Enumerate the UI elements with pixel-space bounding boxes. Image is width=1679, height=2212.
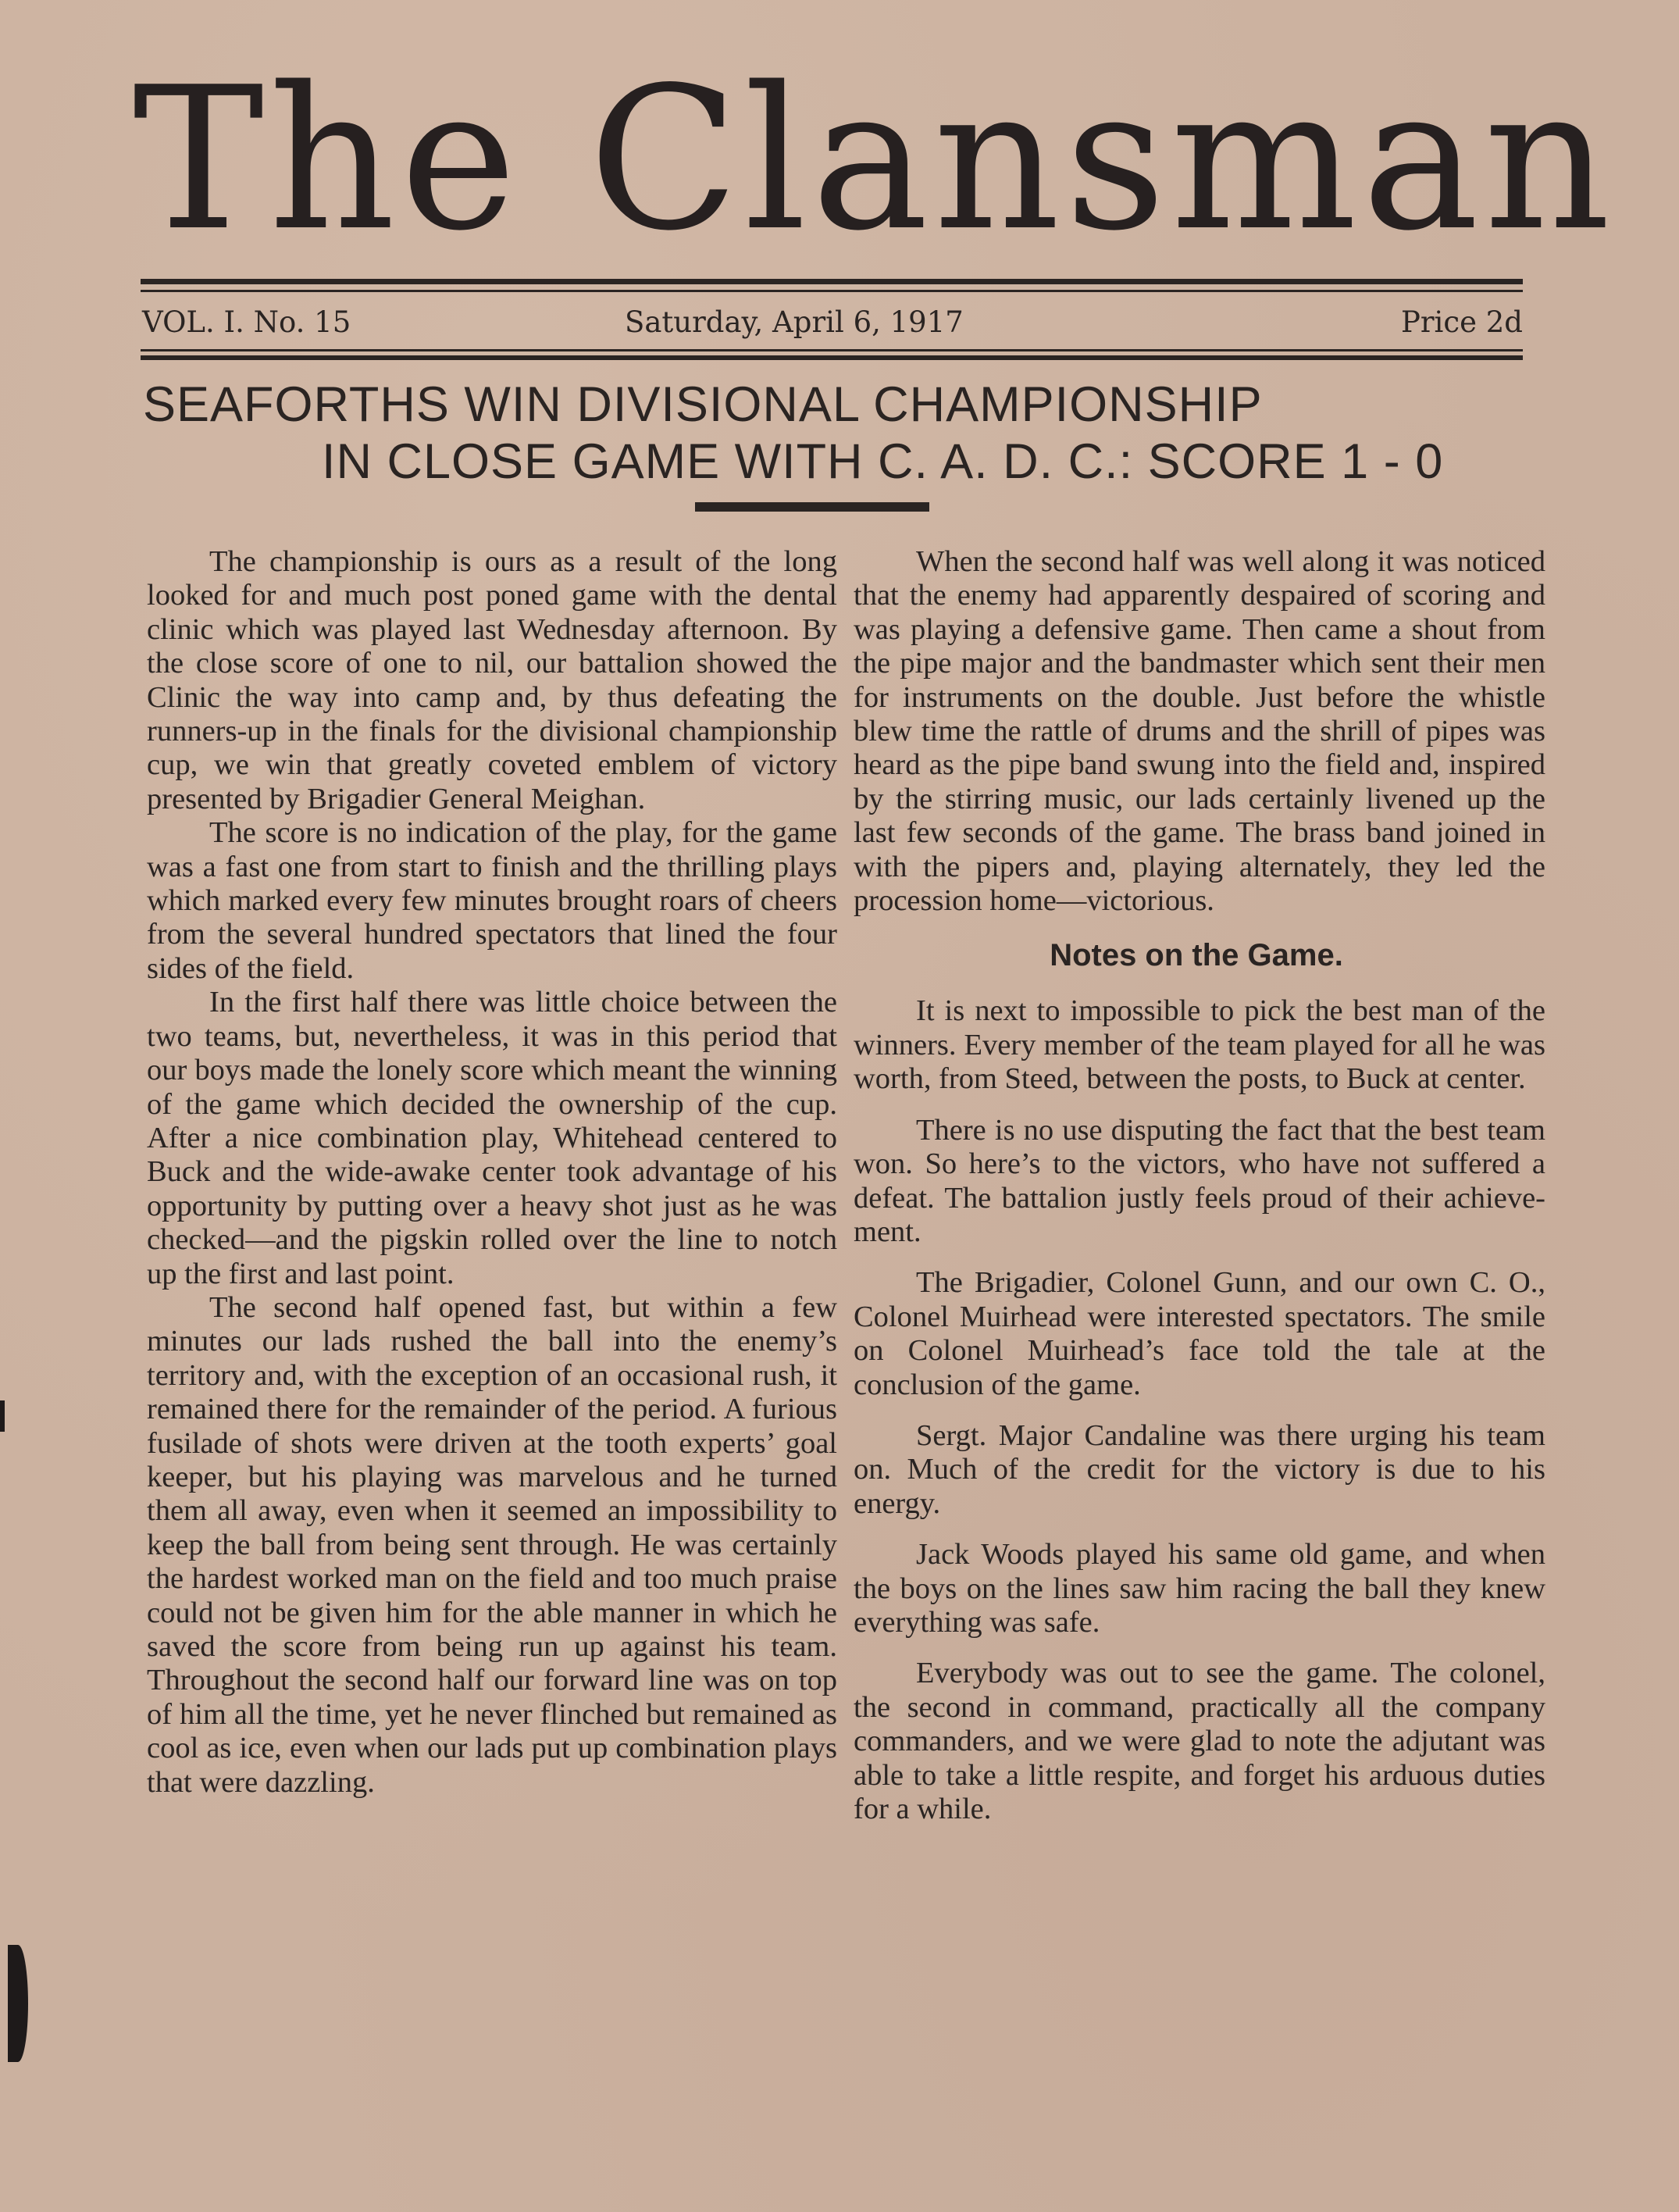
page-edge-mark	[0, 1400, 5, 1432]
article-paragraph: The second half opened fast, but within a few minutes our lads rushed the ball into the enemy’s territory and, with the exception of an occasional rush, it remained there for the remainder of the period. A furious fusilade of shots were driven at the tooth experts’ goal keeper, but his playing was marvelous and he turned them all away, even when it seemed an impossibility to keep the ball from being sent through. He was certainly the hardest worked man on the field and too much praise could not be given him for the able manner in which he saved the score from being run up against his team. Throughout the second half our forward line was on top of him all the time, yet he never flinched but remained as cool as ice, even when our lads put up combination plays that were dazzling.	[147, 1290, 837, 1799]
headline-divider	[695, 502, 929, 512]
issue-date: Saturday, April 6, 1917	[625, 305, 964, 339]
article-paragraph: The championship is ours as a result of the long looked for and much post poned game with the dental clinic which was played last Wednesday afternoon. By the close score of one to nil, our battalion showed the Clinic the way into camp and, by thus defeating the runners-up in the finals for the divisional championship cup, we win that greatly coveted emblem of victory presented by Brigadier General Meighan.	[147, 545, 837, 815]
notes-paragraph: Everybody was out to see the game. The colonel, the second in command, practically all the company commanders, and we were glad to note the adjutant was able to take a little respite, and forget his arduous duties for a while.	[854, 1657, 1545, 1825]
headline-line-2: IN CLOSE GAME WITH C. A. D. C.: SCORE 1 - 0	[322, 434, 1444, 489]
headline-line-1: SEAFORTHS WIN DIVISIONAL CHAMPIONSHIP	[143, 377, 1263, 432]
notes-paragraph: The Brigadier, Colonel Gunn, and our own C. O., Colonel Muirhead were interested spectators. The smile on Colonel Muirhead’s face told the tale at the conclusion of the game.	[854, 1266, 1545, 1401]
notes-paragraph: Jack Woods played his same old game, and when the boys on the lines saw him racing the ball they knew everything was safe.	[854, 1538, 1545, 1639]
issue-price: Price 2d	[1400, 305, 1523, 339]
dateline-rule-thick	[141, 355, 1523, 360]
volume-number: VOL. I. No. 15	[142, 305, 351, 339]
notes-heading: Notes on the Game.	[1050, 938, 1343, 973]
article-paragraph: When the second half was well along it was noticed that the enemy had apparently despaired of scoring and was playing a defensive game. Then came a shout from the pipe major and the bandmaster which sent their men for instruments on the double. Just before the whistle blew time the rattle of drums and the shrill of pipes was heard as the pipe band swung into the field and, inspired by the stirring music, our lads certainly livened up the last few seconds of the game. The brass band joined in with the pipers and, playing alternately, they led the procession home—victorious.	[854, 545, 1545, 918]
article-column-left	[147, 545, 837, 1800]
binding-hole-mark	[8, 1945, 28, 2062]
masthead-rule-thin	[141, 290, 1523, 292]
notes-paragraph: Sergt. Major Candaline was there urging his team on. Much of the credit for the victory is due to his energy.	[854, 1418, 1545, 1520]
dateline-rule-thin	[141, 349, 1523, 351]
masthead-title: The Clansman	[133, 45, 1616, 274]
notes-paragraph: There is no use disputing the fact that the best team won. So here’s to the victors, who have not suffered a defeat. The battalion justly feels proud of their achievement.	[854, 1113, 1545, 1248]
notes-paragraph: It is next to impossible to pick the best man of the winners. Every member of the team played for all he was worth, from Steed, between the posts, to Buck at center.	[854, 994, 1545, 1096]
masthead-rule-thick	[141, 279, 1523, 284]
article-paragraph: The score is no indication of the play, for the game was a fast one from start to finish and the thrilling plays which marked every few minutes brought roars of cheers from the several hundred spectators that lined the four sides of the field.	[147, 816, 837, 985]
article-column-right	[854, 545, 1545, 1826]
article-paragraph: In the first half there was little choice between the two teams, but, nevertheless, it was in this period that our boys made the lonely score which meant the winning of the game which decided the ownership of the cup. After a nice combination play, Whitehead centered to Buck and the wide-awake center took advantage of his opportunity by putting over a heavy shot just as he was checked—and the pigskin rolled over the line to notch up the first and last point.	[147, 986, 837, 1290]
